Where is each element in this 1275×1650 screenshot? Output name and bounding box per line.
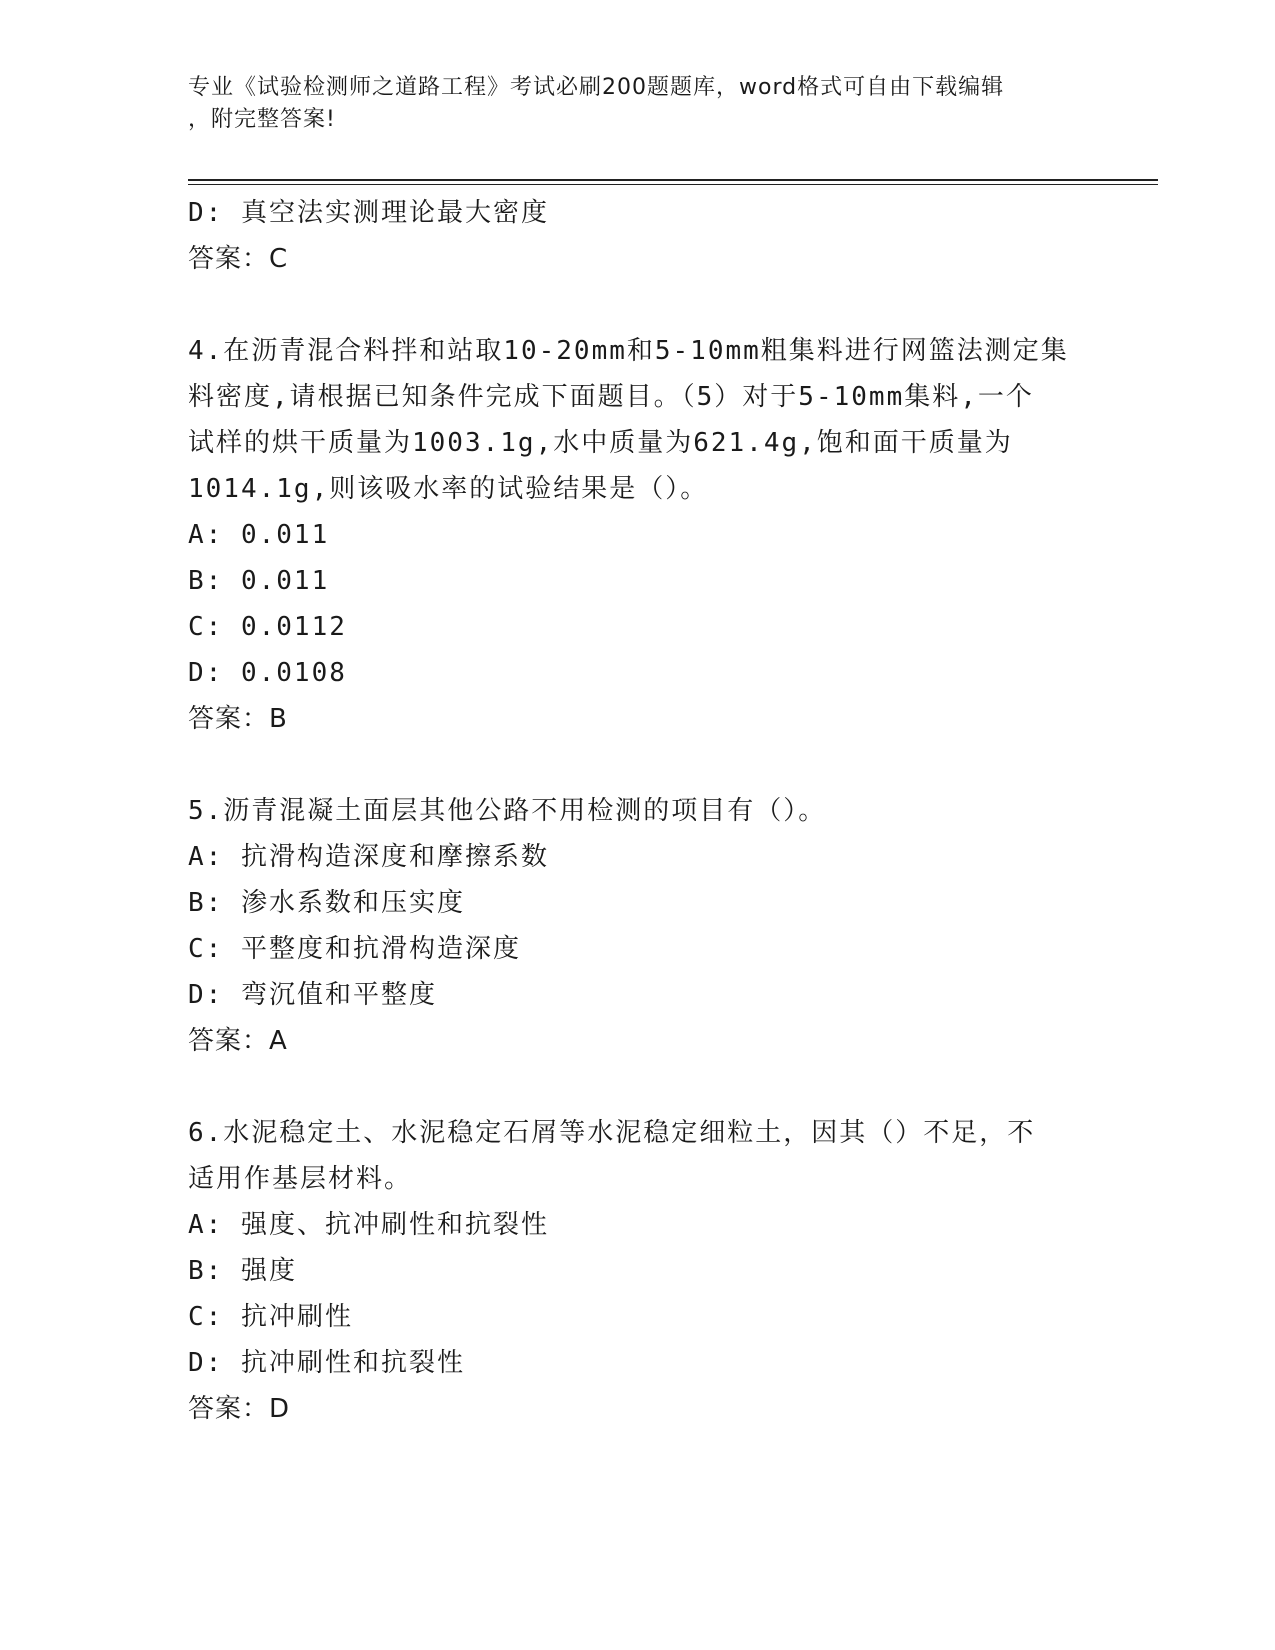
question-6: [188, 1110, 1088, 1432]
spacer: [188, 282, 1088, 328]
previous-question-tail: [188, 190, 1088, 282]
question-text-line: 4.在沥青混合料拌和站取10-20mm和5-10mm粗集料进行网篮法测定集: [188, 336, 1069, 366]
option-a: A: 强度、抗冲刷性和抗裂性: [188, 1210, 549, 1240]
spacer: [188, 742, 1088, 788]
option-d: D: 弯沉值和平整度: [188, 980, 437, 1010]
answer-line: 答案：A: [188, 1026, 288, 1056]
question-text-line: 5.沥青混凝土面层其他公路不用检测的项目有（）。: [188, 796, 827, 826]
header-divider-thin: [188, 184, 1158, 185]
option-d: D: 真空法实测理论最大密度: [188, 198, 549, 228]
spacer: [188, 1064, 1088, 1110]
question-content: [188, 190, 1088, 1432]
option-d: D: 抗冲刷性和抗裂性: [188, 1348, 465, 1378]
page-header: [188, 72, 1078, 136]
answer-line: 答案：C: [188, 244, 289, 274]
option-b: B: 渗水系数和压实度: [188, 888, 465, 918]
option-c: C: 平整度和抗滑构造深度: [188, 934, 521, 964]
header-line-1: 专业《试验检测师之道路工程》考试必刷200题题库，word格式可自由下载编辑: [188, 75, 1005, 100]
answer-line: 答案：B: [188, 704, 288, 734]
option-b: B: 强度: [188, 1256, 297, 1286]
answer-line: 答案：D: [188, 1394, 291, 1424]
question-text-line: 1014.1g,则该吸水率的试验结果是（）。: [188, 474, 709, 504]
header-line-2: ，附完整答案!: [188, 107, 336, 132]
question-5: [188, 788, 1088, 1064]
option-a: A: 抗滑构造深度和摩擦系数: [188, 842, 549, 872]
question-text-line: 试样的烘干质量为1003.1g,水中质量为621.4g,饱和面干质量为: [188, 428, 1013, 458]
question-text-line: 料密度,请根据已知条件完成下面题目。（5）对于5-10mm集料,一个: [188, 382, 1034, 412]
question-text-line: 适用作基层材料。: [188, 1164, 413, 1194]
option-d: D: 0.0108: [188, 658, 347, 688]
header-divider-thick: [188, 179, 1158, 181]
option-b: B: 0.011: [188, 566, 330, 596]
option-c: C: 抗冲刷性: [188, 1302, 353, 1332]
option-c: C: 0.0112: [188, 612, 347, 642]
question-4: [188, 328, 1088, 742]
question-text-line: 6.水泥稳定土、水泥稳定石屑等水泥稳定细粒土，因其（）不足，不: [188, 1118, 1036, 1148]
option-a: A: 0.011: [188, 520, 330, 550]
